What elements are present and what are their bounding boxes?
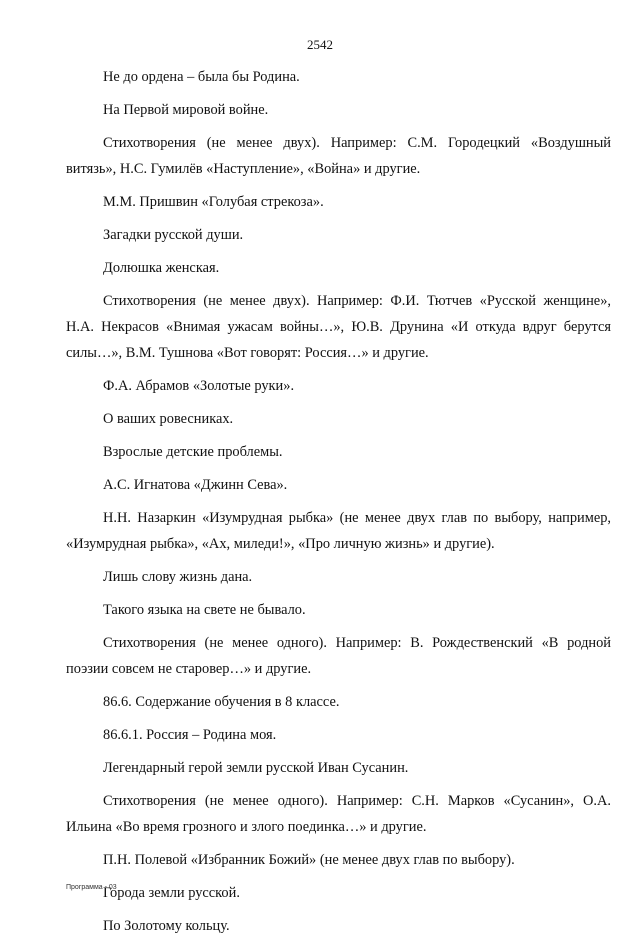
- paragraph: Стихотворения (не менее одного). Например: В. Рождественский «В родной поэзии совсем не старовер…» и другие.: [66, 635, 611, 677]
- paragraph: Города земли русской.: [103, 885, 240, 901]
- footer-label: Программа - 03: [66, 884, 117, 891]
- paragraph: Взрослые детские проблемы.: [103, 444, 283, 460]
- paragraph: По Золотому кольцу.: [103, 918, 230, 934]
- paragraph: Легендарный герой земли русской Иван Сусанин.: [103, 760, 409, 776]
- paragraph: Стихотворения (не менее двух). Например: С.М. Городецкий «Воздушный витязь», Н.С. Гумилёв «Наступление», «Война» и другие.: [66, 135, 611, 177]
- paragraph: Загадки русской души.: [103, 227, 244, 243]
- paragraph: Такого языка на свете не бывало.: [103, 602, 306, 618]
- paragraph: На Первой мировой войне.: [103, 102, 269, 118]
- section-heading: 86.6. Содержание обучения в 8 классе.: [103, 694, 340, 710]
- paragraph: Не до ордена – была бы Родина.: [103, 69, 300, 85]
- subsection-heading: 86.6.1. Россия – Родина моя.: [103, 727, 277, 743]
- paragraph: М.М. Пришвин «Голубая стрекоза».: [103, 194, 324, 210]
- paragraph: Ф.А. Абрамов «Золотые руки».: [103, 378, 295, 394]
- paragraph: Лишь слову жизнь дана.: [103, 569, 253, 585]
- paragraph: Долюшка женская.: [103, 260, 220, 276]
- document-body: [66, 64, 611, 946]
- paragraph: П.Н. Полевой «Избранник Божий» (не менее двух глав по выбору).: [103, 852, 515, 868]
- paragraph: А.С. Игнатова «Джинн Сева».: [103, 477, 288, 493]
- paragraph: О ваших ровесниках.: [103, 411, 234, 427]
- paragraph: Стихотворения (не менее одного). Например: С.Н. Марков «Сусанин», О.А. Ильина «Во время грозного и злого поединка…» и другие.: [66, 793, 611, 835]
- paragraph: Н.Н. Назаркин «Изумрудная рыбка» (не менее двух глав по выбору, например, «Изумрудная рыбка», «Ах, миледи!», «Про личную жизнь» и другие).: [66, 510, 611, 552]
- paragraph: Стихотворения (не менее двух). Например: Ф.И. Тютчев «Русской женщине», Н.А. Некрасов «Внимая ужасам войны…», Ю.В. Друнина «И откуда вдруг берутся силы…», В.М. Тушнова «Вот говорят: Россия…» и другие.: [66, 293, 611, 361]
- page-number: 2542: [307, 37, 333, 52]
